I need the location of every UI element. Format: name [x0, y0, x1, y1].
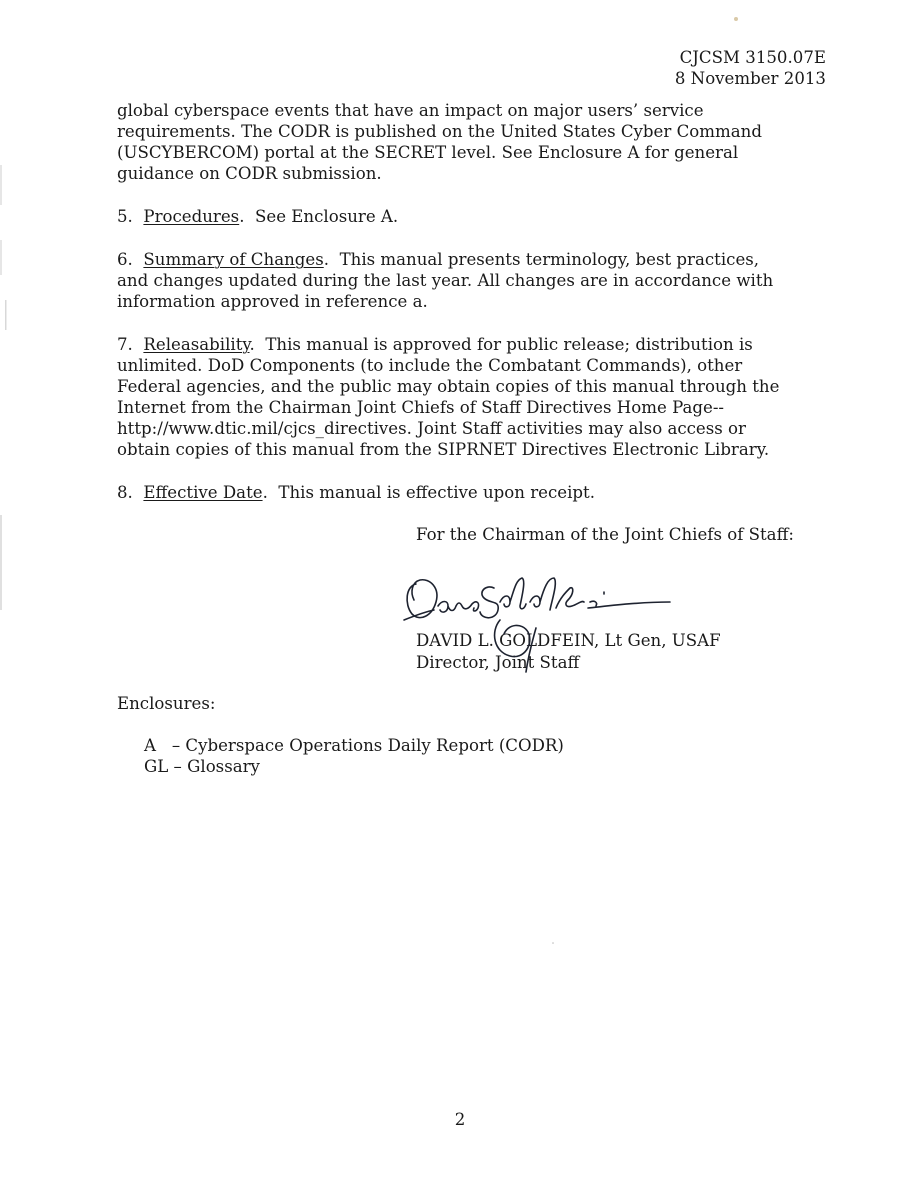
document-date: 8 November 2013: [674, 69, 826, 88]
section-heading: Summary of Changes: [143, 250, 324, 269]
intro-line: (USCYBERCOM) portal at the SECRET level. See Enclosure A for general: [117, 143, 739, 162]
section-line: Federal agencies, and the public may obtain copies of this manual through the: [117, 377, 780, 396]
section-procedures: 5. Procedures. See Enclosure A.: [117, 207, 399, 226]
section-line: unlimited. DoD Components (to include the Combatant Commands), other: [117, 356, 743, 375]
section-number: 7.: [117, 335, 133, 354]
section-line: This manual presents terminology, best practices,: [339, 250, 760, 269]
section-heading: Procedures: [143, 207, 240, 226]
signature-authority-line: For the Chairman of the Joint Chiefs of Staff:: [416, 525, 794, 544]
section-effective-date: 8. Effective Date. This manual is effective upon receipt.: [117, 483, 595, 502]
intro-paragraph: [117, 100, 837, 184]
intro-line: guidance on CODR submission.: [117, 164, 382, 183]
section-heading: Releasability: [143, 335, 250, 354]
signer-name: DAVID L. GOLDFEIN, Lt Gen, USAF: [416, 631, 721, 650]
enclosures-list: [144, 735, 564, 777]
enclosure-code: GL: [144, 757, 169, 776]
section-line: http://www.dtic.mil/cjcs_directives. Joint Staff activities may also access or: [117, 419, 746, 438]
page-number: 2: [454, 1110, 466, 1129]
enclosure-code: A: [144, 736, 167, 755]
section-heading: Effective Date: [143, 483, 263, 502]
section-line: and changes updated during the last year. All changes are in accordance with: [117, 271, 774, 290]
intro-line: global cyberspace events that have an impact on major users’ service: [117, 101, 704, 120]
enclosures-label: Enclosures:: [117, 694, 216, 713]
section-number: 8.: [117, 483, 133, 502]
document-id: CJCSM 3150.07E: [679, 48, 826, 67]
intro-line: requirements. The CODR is published on the United States Cyber Command: [117, 122, 762, 141]
section-line: This manual is effective upon receipt.: [278, 483, 595, 502]
enclosure-title: – Cyberspace Operations Daily Report (CODR): [166, 736, 564, 755]
section-line: This manual is approved for public release; distribution is: [265, 335, 753, 354]
section-number: 6.: [117, 250, 133, 269]
section-summary-of-changes: 6. Summary of Changes. This manual presents terminology, best practices, and changes updated during the last year. All changes are in accordance with information approved in reference a.: [117, 249, 837, 312]
handwritten-signature: [398, 572, 688, 687]
section-releasability: 7. Releasability. This manual is approved for public release; distribution is unlimited. DoD Components (to include the Combatant Commands), other Federal agencies, and the public may obtain copies of this manual through the Internet from the Chairman Joint Chiefs of Staff Directives Home Page-- http://www.dtic.mil/cjcs_directives. Joint Staff activities may also access or obtain copies of this manual from the SIPRNET Directives Electronic Library.: [117, 334, 837, 460]
enclosure-item: [144, 735, 564, 756]
section-line: See Enclosure A.: [255, 207, 399, 226]
section-number: 5.: [117, 207, 133, 226]
enclosure-title: – Glossary: [168, 757, 260, 776]
section-line: obtain copies of this manual from the SIPRNET Directives Electronic Library.: [117, 440, 770, 459]
document-reference: [675, 47, 826, 89]
signer-title: Director, Joint Staff: [416, 653, 580, 672]
section-line: Internet from the Chairman Joint Chiefs of Staff Directives Home Page--: [117, 398, 725, 417]
enclosure-item: [144, 756, 564, 777]
section-line: information approved in reference a.: [117, 292, 428, 311]
